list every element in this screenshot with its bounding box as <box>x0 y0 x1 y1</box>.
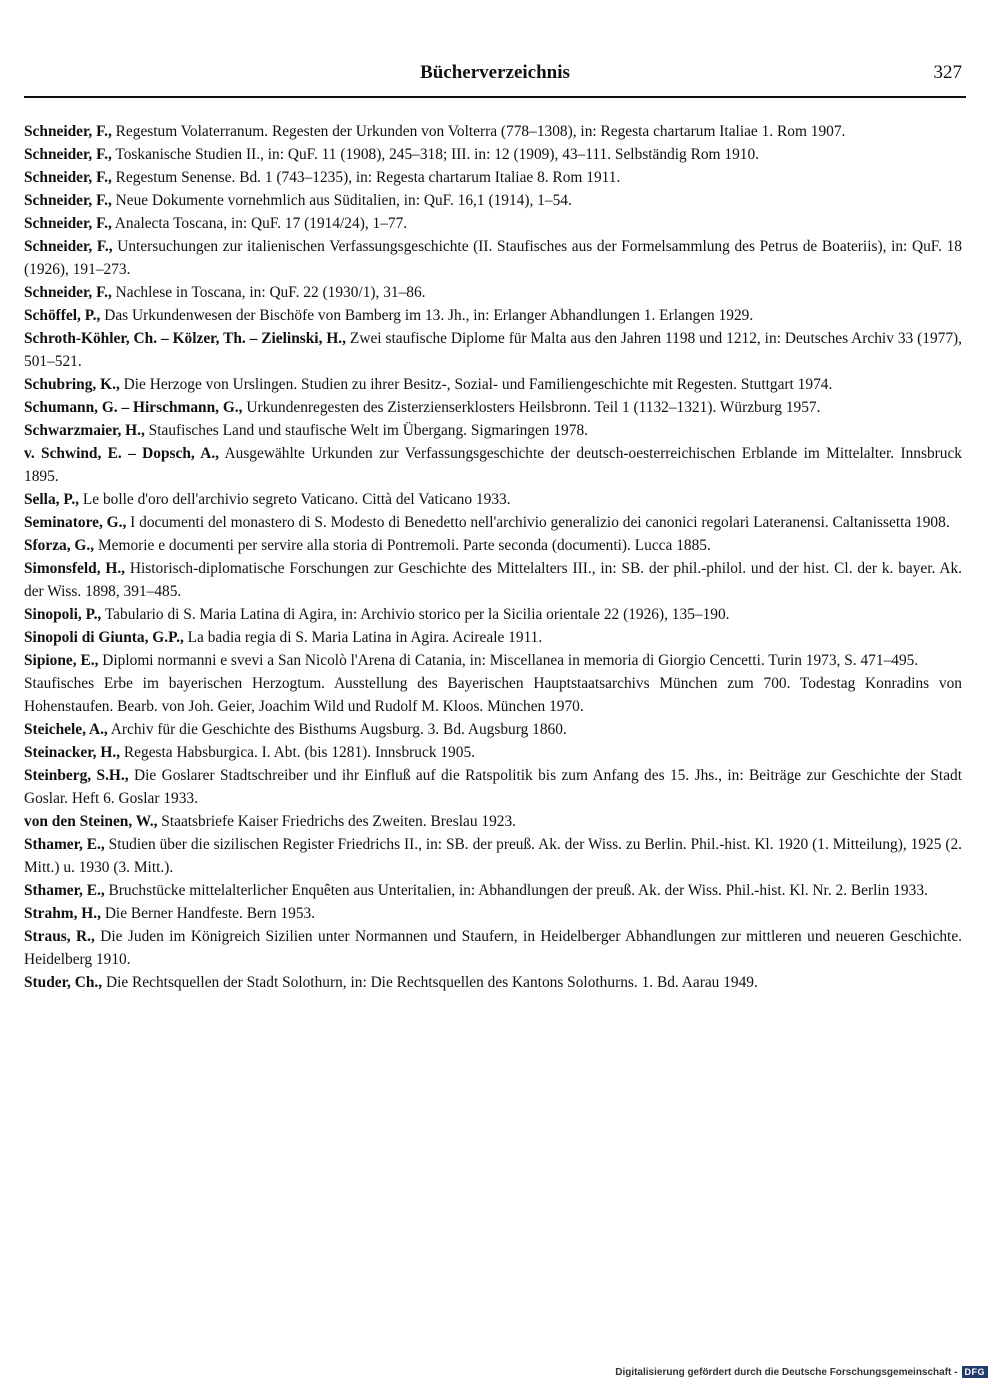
entry-author: Sella, P., <box>24 491 80 508</box>
entry-author: Schneider, F., <box>24 192 112 209</box>
entry-author: Schroth-Köhler, Ch. – Kölzer, Th. – Zielinski, H., <box>24 330 347 347</box>
entry-author: Seminatore, G., <box>24 514 127 531</box>
entry-text: Memorie e documenti per servire alla storia di Pontremoli. Parte seconda (documenti). Lucca 1885. <box>94 537 711 554</box>
entry-text: Die Juden im Königreich Sizilien unter Normannen und Staufern, in Heidelberger Abhandlungen zur mittleren und neueren Geschichte. Heidelberg 1910. <box>24 928 962 968</box>
entry-text: Historisch-diplomatische Forschungen zur Geschichte des Mittelalters III., in: SB. der phil.-philol. und der hist. Cl. der k. bayer. Ak. der Wiss. 1898, 391–485. <box>24 560 962 600</box>
bibliography-entry <box>24 189 962 212</box>
entry-text: Studien über die sizilischen Register Friedrichs II., in: SB. der preuß. Ak. der Wiss. zu Berlin. Phil.-hist. Kl. 1920 (1. Mitteilung), 1925 (2. Mitt.) u. 1930 (3. Mitt.). <box>24 836 962 876</box>
bibliography-entry <box>24 304 962 327</box>
entry-author: Schneider, F., <box>24 238 113 255</box>
entry-author: Studer, Ch., <box>24 974 103 991</box>
bibliography-entry <box>24 971 962 994</box>
entry-author: Schneider, F., <box>24 284 112 301</box>
entry-text: Urkundenregesten des Zisterzienserklosters Heilsbronn. Teil 1 (1132–1321). Würzburg 1957. <box>242 399 821 416</box>
bibliography-entry <box>24 603 962 626</box>
entry-text: Regesta Habsburgica. I. Abt. (bis 1281). Innsbruck 1905. <box>120 744 475 761</box>
bibliography-entry <box>24 235 962 281</box>
bibliography-entry <box>24 143 962 166</box>
entry-author: von den Steinen, W., <box>24 813 158 830</box>
entry-text: Staufisches Land und staufische Welt im Übergang. Sigmaringen 1978. <box>144 422 588 439</box>
entry-author: Strahm, H., <box>24 905 101 922</box>
bibliography-entry <box>24 649 962 672</box>
bibliography-entry <box>24 879 962 902</box>
entry-author: Schneider, F., <box>24 123 112 140</box>
bibliography-entry <box>24 396 962 419</box>
footer <box>615 1366 988 1378</box>
entry-text: Staatsbriefe Kaiser Friedrichs des Zweiten. Breslau 1923. <box>157 813 517 830</box>
entry-text: Staufisches Erbe im bayerischen Herzogtum. Ausstellung des Bayerischen Hauptstaatsarchivs München zum 700. Todestag Konradins von Hohenstaufen. Bearb. von Joh. Geier, Joachim Wild und Rudolf M. Kloos. München 1970. <box>24 675 962 715</box>
entry-text: Analecta Toscana, in: QuF. 17 (1914/24), 1–77. <box>111 215 408 232</box>
entry-author: Steichele, A., <box>24 721 108 738</box>
entry-author: v. Schwind, E. – Dopsch, A., <box>24 445 220 462</box>
entry-author: Sforza, G., <box>24 537 95 554</box>
bibliography-entry <box>24 212 962 235</box>
entry-text: Nachlese in Toscana, in: QuF. 22 (1930/1), 31–86. <box>111 284 426 301</box>
bibliography-entry <box>24 810 962 833</box>
entry-text: Das Urkundenwesen der Bischöfe von Bamberg im 13. Jh., in: Erlanger Abhandlungen 1. Erlangen 1929. <box>100 307 754 324</box>
footer-text: Digitalisierung gefördert durch die Deutsche Forschungsgemeinschaft - <box>615 1366 958 1378</box>
page-header <box>24 60 966 98</box>
entry-text: Die Berner Handfeste. Bern 1953. <box>100 905 316 922</box>
entry-author: Sipione, E., <box>24 652 99 669</box>
bibliography-entry <box>24 442 962 488</box>
entry-text: Regestum Senense. Bd. 1 (743–1235), in: Regesta chartarum Italiae 8. Rom 1911. <box>111 169 621 186</box>
bibliography-entry <box>24 281 962 304</box>
entry-author: Schneider, F., <box>24 146 112 163</box>
entry-author: Straus, R., <box>24 928 95 945</box>
entry-text: La badia regia di S. Maria Latina in Agira. Acireale 1911. <box>183 629 543 646</box>
entry-author: Schöffel, P., <box>24 307 101 324</box>
entry-text: Regestum Volaterranum. Regesten der Urkunden von Volterra (778–1308), in: Regesta chartarum Italiae 1. Rom 1907. <box>111 123 846 140</box>
bibliography-entry <box>24 120 962 143</box>
entry-author: Schneider, F., <box>24 169 112 186</box>
bibliography-entry <box>24 488 962 511</box>
bibliography-entry <box>24 902 962 925</box>
entry-text: Toskanische Studien II., in: QuF. 11 (1908), 245–318; III. in: 12 (1909), 43–111. Selbständig Rom 1910. <box>111 146 759 163</box>
entry-text: Archiv für die Geschichte des Bisthums Augsburg. 3. Bd. Augsburg 1860. <box>107 721 567 738</box>
bibliography-entry <box>24 166 962 189</box>
entry-author: Sthamer, E., <box>24 882 105 899</box>
entry-text: Untersuchungen zur italienischen Verfassungsgeschichte (II. Staufisches aus der Formelsammlung des Petrus de Boateriis), in: QuF. 18 (1926), 191–273. <box>24 238 962 278</box>
entry-author: Schubring, K., <box>24 376 120 393</box>
entry-text: Die Goslarer Stadtschreiber und ihr Einfluß auf die Ratspolitik bis zum Anfang des 15. Jhs., in: Beiträge zur Geschichte der Stadt Goslar. Heft 6. Goslar 1933. <box>24 767 962 807</box>
entry-text: Ausgewählte Urkunden zur Verfassungsgeschichte der deutsch-oesterreichischen Erblande im Mittelalter. Innsbruck 1895. <box>24 445 962 485</box>
bibliography-list <box>24 120 962 994</box>
entry-author: Schneider, F., <box>24 215 112 232</box>
entry-author: Steinberg, S.H., <box>24 767 129 784</box>
bibliography-entry <box>24 741 962 764</box>
entry-author: Schumann, G. – Hirschmann, G., <box>24 399 243 416</box>
entry-author: Sinopoli, P., <box>24 606 102 623</box>
bibliography-entry <box>24 373 962 396</box>
bibliography-entry <box>24 327 962 373</box>
entry-text: Tabulario di S. Maria Latina di Agira, in: Archivio storico per la Sicilia orientale 22 (1926), 135–190. <box>101 606 730 623</box>
entry-text: Zwei staufische Diplome für Malta aus den Jahren 1198 und 1212, in: Deutsches Archiv 33 (1977), 501–521. <box>24 330 962 370</box>
entry-author: Sinopoli di Giunta, G.P., <box>24 629 184 646</box>
entry-text: Diplomi normanni e svevi a San Nicolò l'Arena di Catania, in: Miscellanea in memoria di Giorgio Cencetti. Turin 1973, S. 471–495. <box>98 652 919 669</box>
bibliography-entry <box>24 925 962 971</box>
page-number: 327 <box>933 62 962 83</box>
entry-author: Sthamer, E., <box>24 836 105 853</box>
entry-text: I documenti del monastero di S. Modesto di Benedetto nell'archivio generalizio dei canonici regolari Lateranensi. Caltanissetta 1908. <box>126 514 950 531</box>
entry-author: Schwarzmaier, H., <box>24 422 145 439</box>
entry-text: Die Herzoge von Urslingen. Studien zu ihrer Besitz-, Sozial- und Familiengeschichte mit Regesten. Stuttgart 1974. <box>119 376 833 393</box>
entry-author: Steinacker, H., <box>24 744 121 761</box>
bibliography-entry <box>24 672 962 718</box>
bibliography-entry <box>24 534 962 557</box>
bibliography-entry <box>24 833 962 879</box>
bibliography-entry <box>24 718 962 741</box>
entry-text: Neue Dokumente vornehmlich aus Süditalien, in: QuF. 16,1 (1914), 1–54. <box>111 192 572 209</box>
bibliography-entry <box>24 419 962 442</box>
bibliography-entry <box>24 764 962 810</box>
bibliography-entry <box>24 511 962 534</box>
bibliography-entry <box>24 626 962 649</box>
bibliography-entry <box>24 557 962 603</box>
page-title: Bücherverzeichnis <box>420 62 570 83</box>
dfg-logo: DFG <box>962 1366 989 1378</box>
entry-text: Bruchstücke mittelalterlicher Enquêten aus Unteritalien, in: Abhandlungen der preuß. Ak. der Wiss. Phil.-hist. Kl. Nr. 2. Berlin 1933. <box>104 882 928 899</box>
entry-text: Le bolle d'oro dell'archivio segreto Vaticano. Città del Vaticano 1933. <box>79 491 511 508</box>
entry-author: Simonsfeld, H., <box>24 560 126 577</box>
entry-text: Die Rechtsquellen der Stadt Solothurn, in: Die Rechtsquellen des Kantons Solothurns. 1. Bd. Aarau 1949. <box>102 974 758 991</box>
